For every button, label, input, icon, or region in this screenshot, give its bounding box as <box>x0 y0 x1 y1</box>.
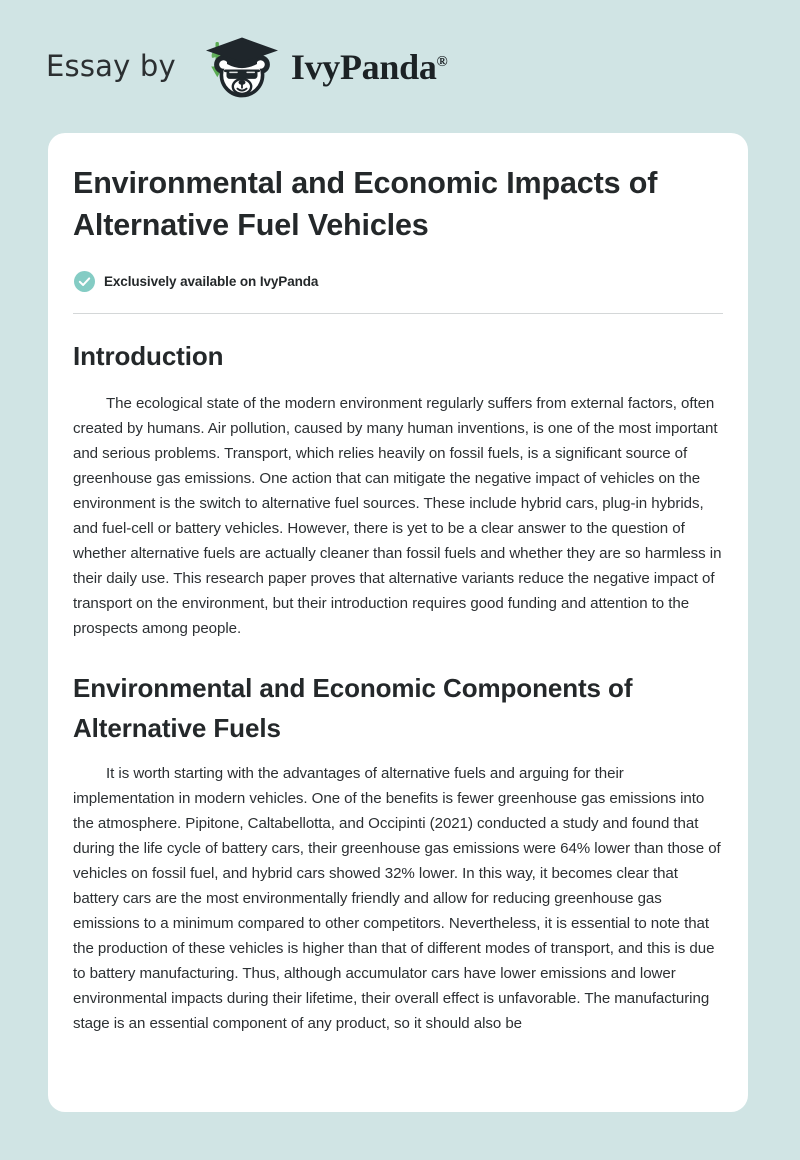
brand-lockup[interactable] <box>46 31 448 103</box>
panda-graduate-logo-icon <box>190 31 282 103</box>
ivypanda-logo[interactable] <box>190 31 448 103</box>
page-title: Environmental and Economic Impacts of Alternative Fuel Vehicles <box>73 166 658 243</box>
essay-document-card <box>48 133 748 1112</box>
status-badge: Exclusively available on IvyPanda <box>104 273 319 289</box>
check-circle-icon <box>74 271 95 292</box>
section-paragraph: The ecological state of the modern environment regularly suffers from external factors, often created by humans. Air pollution, caused by many human inventions, is one of the most important and serious problems. Transport, which relies heavily on fossil fuels, is a significant source of greenhouse gas emissions. One action that can mitigate the negative impact of vehicles on the environment is the switch to alternative fuel sources. These include hybrid cars, plug-in hybrids, and fuel-cell or battery vehicles. However, there is yet to be a clear answer to the question of whether alternative fuels are actually cleaner than fossil fuels and whether they are so harmless in their daily use. This research paper proves that alternative variants reduce the negative impact of transport on the environment, but their introduction requires good funding and attention to the prospects among people. <box>73 395 722 637</box>
brand-name-text: IvyPanda <box>290 46 437 87</box>
document-content <box>73 133 723 1037</box>
essay-by-label: Essay by <box>46 49 176 83</box>
section-paragraph: It is worth starting with the advantages of alternative fuels and arguing for their implementation in modern vehicles. One of the benefits is fewer greenhouse gas emissions into the atmosphere. Pipitone, Caltabellotta, and Occipinti (2021) conducted a study and found that during the life cycle of battery cars, their greenhouse gas emissions were 64% lower than those of vehicles on fossil fuel, and hybrid cars showed 32% lower. In this way, it becomes clear that battery cars are the most environmentally friendly and allow for reducing greenhouse gas emissions to a minimum compared to other competitors. Nevertheless, it is essential to note that the production of these vehicles is higher than that of different modes of transport, and this is due to battery manufacturing. Thus, although accumulator cars have lower emissions and lower environmental impacts during their lifetime, their overall effect is unfavorable. The manufacturing stage is an essential component of any product, so it should also be <box>73 765 721 1033</box>
exclusive-availability-badge <box>73 271 723 292</box>
ivypanda-wordmark <box>290 46 448 87</box>
site-header <box>0 0 800 133</box>
section-heading-environmental-economic-components: Environmental and Economic Components of Alternative Fuels <box>73 672 633 744</box>
section-heading-introduction: Introduction <box>73 340 224 371</box>
registered-trademark-symbol: ® <box>436 53 448 70</box>
